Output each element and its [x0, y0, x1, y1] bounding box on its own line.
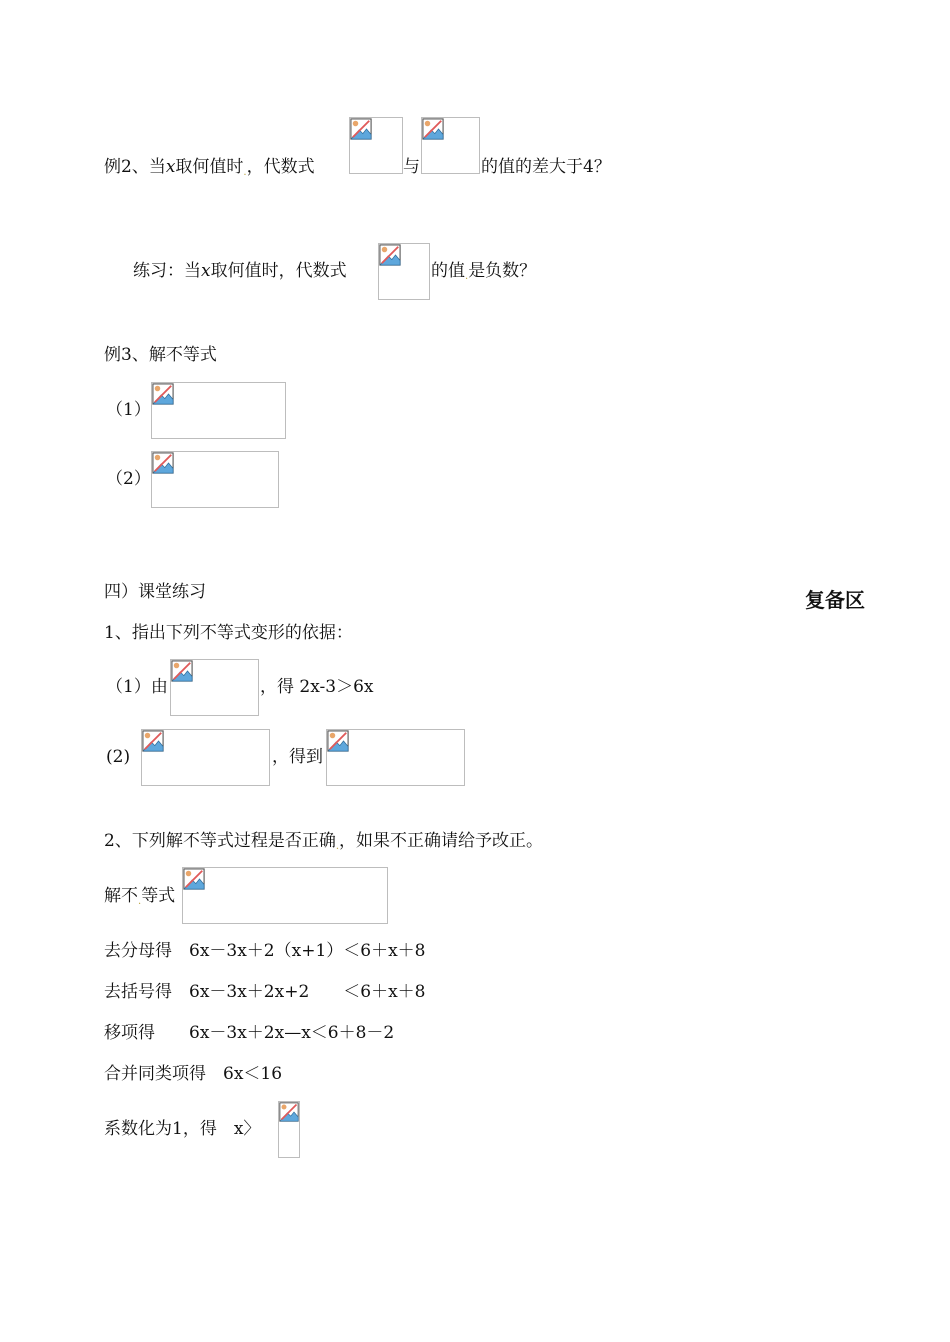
expression-image-2	[421, 117, 480, 174]
example3-title: 例3、解不等式	[104, 345, 217, 365]
step-1: 去分母得 6x－3x＋2（x+1）＜6＋x＋8	[104, 941, 426, 961]
step-2: 去括号得 6x－3x＋2x+2 ＜6＋x＋8	[104, 982, 426, 1002]
broken-image-icon	[152, 383, 174, 405]
broken-image-icon	[350, 118, 372, 140]
question-1: 1、指出下列不等式变形的依据：	[104, 623, 353, 643]
result-image	[278, 1101, 300, 1158]
example2-tail: 的值的差大于4？	[481, 157, 611, 177]
example2-connector: 与	[403, 157, 420, 177]
practice-line: 练习：当x取何值时，代数式	[133, 261, 347, 281]
transform-image-2	[141, 729, 270, 786]
broken-image-icon	[171, 660, 193, 682]
expression-image-1	[349, 117, 403, 174]
example3-item2-label: （2）	[106, 469, 151, 489]
broken-image-icon	[379, 244, 401, 266]
expression-image-3	[378, 243, 430, 300]
section4-title: 四）课堂练习	[104, 582, 206, 602]
example2-line: 例2、当x取何值时.，代数式	[104, 157, 315, 178]
question-1-1-result: ，得 2x-3＞6x	[260, 677, 374, 697]
inequality-image-2	[151, 451, 279, 508]
practice-tail: 的值.是负数？	[431, 261, 537, 282]
broken-image-icon	[327, 730, 349, 752]
question-1-2-connector: ，得到	[272, 747, 323, 767]
broken-image-icon	[279, 1102, 299, 1122]
example3-item1-label: （1）	[106, 400, 151, 420]
side-label: 复备区	[805, 588, 865, 612]
question-2: 2、下列解不等式过程是否正确.，如果不正确请给予改正。	[104, 831, 544, 852]
inequality-image-3	[182, 867, 388, 924]
broken-image-icon	[422, 118, 444, 140]
transform-image-1	[170, 659, 259, 716]
inequality-image-1	[151, 382, 286, 439]
solve-label: 解不.等式	[104, 886, 176, 907]
question-1-2-label: (2)	[106, 747, 131, 767]
step-3: 移项得 6x－3x＋2x—x＜6＋8－2	[104, 1023, 395, 1043]
broken-image-icon	[152, 452, 174, 474]
step-5: 系数化为1，得 x〉	[104, 1119, 261, 1139]
transform-image-3	[326, 729, 465, 786]
step-4: 合并同类项得 6x＜16	[104, 1064, 283, 1084]
broken-image-icon	[183, 868, 205, 890]
broken-image-icon	[142, 730, 164, 752]
question-1-1-label: （1）由	[106, 677, 168, 697]
